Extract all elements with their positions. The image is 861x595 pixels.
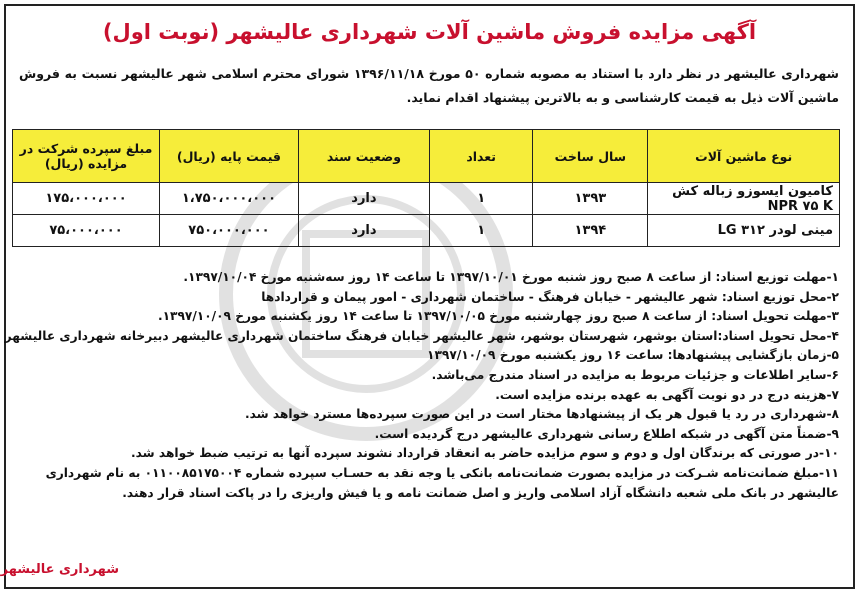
cell-deposit: ۷۵،۰۰۰،۰۰۰	[13, 215, 160, 247]
header-base-price: قیمت پایه (ریال)	[159, 130, 298, 183]
notice-frame	[0, 4, 855, 589]
cell-base-price: ۱،۷۵۰،۰۰۰،۰۰۰	[159, 183, 298, 215]
header-deposit: مبلغ سپرده شرکت در مزایده (ریال)	[13, 130, 160, 183]
term-label: ۲-محل توزیع اسناد:	[721, 289, 839, 304]
machinery-table	[12, 129, 840, 247]
cell-base-price: ۷۵۰،۰۰۰،۰۰۰	[159, 215, 298, 247]
term-item	[4, 327, 839, 347]
term-text: ساعت ۱۶ روز یکشنبه مورخ ۱۳۹۷/۱۰/۰۹	[427, 348, 668, 363]
cell-year: ۱۳۹۴	[533, 215, 648, 247]
notice-intro: شهرداری عالیشهر در نظر دارد با استناد به مصوبه شماره ۵۰ مورخ ۱۳۹۶/۱۱/۱۸ شورای محترم اسلامی شهر عالیشهر نسبت به فروش ماشین آلات ذیل به قیمت کارشناسی و به بالاترین پیشنهاد اقدام نماید.	[19, 66, 839, 105]
header-count: تعداد	[429, 130, 532, 183]
cell-count: ۱	[429, 183, 532, 215]
term-item	[13, 346, 839, 366]
term-text: ۶-سایر اطلاعات و جزئیات مربوط به مزایده در اسناد مندرج می‌باشد.	[431, 367, 839, 382]
term-text: از ساعت ۸ صبح روز چهارشنبه مورخ ۱۳۹۷/۱۰/۰۵ تا ساعت ۱۴ روز یکشنبه مورخ ۱۳۹۷/۱۰/۰۹.	[157, 309, 712, 324]
table-row	[13, 215, 840, 247]
table-header-row	[13, 130, 840, 183]
cell-status: دارد	[298, 215, 429, 247]
cell-name: کامیون ایسوزو زباله کش NPR ۷۵ K	[648, 183, 840, 215]
term-label: ۱-مهلت توزیع اسناد:	[715, 270, 839, 284]
cell-name: مینی لودر LG ۳۱۲	[648, 215, 840, 247]
cell-count: ۱	[429, 215, 532, 247]
header-name: نوع ماشین آلات	[648, 130, 840, 183]
cell-status: دارد	[298, 183, 429, 215]
term-label: ۵-زمان بازگشایی پیشنهادها:	[667, 348, 839, 363]
term-item	[13, 425, 839, 445]
term-item	[13, 366, 839, 386]
notice-title: آگهی مزایده فروش ماشین آلات شهرداری عالیشهر (نوبت اول)	[102, 20, 757, 44]
term-text: استان بوشهر، شهرستان بوشهر، شهر عالیشهر خیابان فرهنگ ساختمان شهرداری عالیشهر دبیرخانه شهرداری عالیشهر	[4, 328, 718, 343]
term-text: ۱۱-مبلغ ضمانت‌نامه شـرکت در مزایده بصورت ضمانت‌نامه بانکی یا وجه نقد به حسـاب سپرده شماره ۰۱۱۰۰۸۵۱۷۵۰۰۴ به نام شهرداری عالیشهر در بانک ملی شعبه دانشگاه آزاد اسلامی واریز و اصل ضمانت نامه و یا فیش واریزی را در پاکت اسناد قرار دهند.	[45, 465, 839, 500]
term-text: ۸-شهرداری در رد یا قبول هر یک از پیشنهادها مختار است در این صورت سپرده‌ها مسترد خواهد شد.	[244, 407, 839, 422]
cell-deposit: ۱۷۵،۰۰۰،۰۰۰	[13, 183, 160, 215]
term-item	[13, 307, 839, 327]
term-text: شهر عالیشهر - خیابان فرهنگ - ساختمان شهرداری - امور پیمان و قراردادها	[261, 289, 722, 304]
term-text: ۹-ضمناً متن آگهی در شبکه اطلاع رسانی شهرداری عالیشهر درج گردیده است.	[374, 426, 839, 441]
table-row	[13, 183, 840, 215]
signature: شهرداری عالیشهر	[0, 562, 119, 577]
term-item	[13, 405, 839, 425]
terms-list	[4, 268, 839, 503]
cell-year: ۱۳۹۳	[533, 183, 648, 215]
term-label: ۳-مهلت تحویل اسناد:	[711, 309, 839, 324]
term-item	[13, 464, 839, 503]
term-item	[13, 444, 839, 464]
term-text: از ساعت ۸ صبح روز شنبه مورخ ۱۳۹۷/۱۰/۰۱ تا ساعت ۱۴ روز سه‌شنبه مورخ ۱۳۹۷/۱۰/۰۴.	[183, 270, 716, 284]
term-item	[13, 386, 839, 406]
term-label: ۴-محل تحویل اسناد:	[717, 328, 839, 343]
term-text: ۱۰-در صورتی که برندگان اول و دوم و سوم مزایده حاضر به انعقاد قرارداد نشوند سپرده آنها به ترتیب ضبط خواهد شد.	[131, 446, 839, 461]
header-status: وضعیت سند	[298, 130, 429, 183]
term-text: ۷-هزینه درج در دو نوبت آگهی به عهده برنده مزایده است.	[495, 387, 839, 402]
term-item	[13, 288, 839, 308]
header-year: سال ساخت	[533, 130, 648, 183]
term-item	[13, 268, 839, 288]
